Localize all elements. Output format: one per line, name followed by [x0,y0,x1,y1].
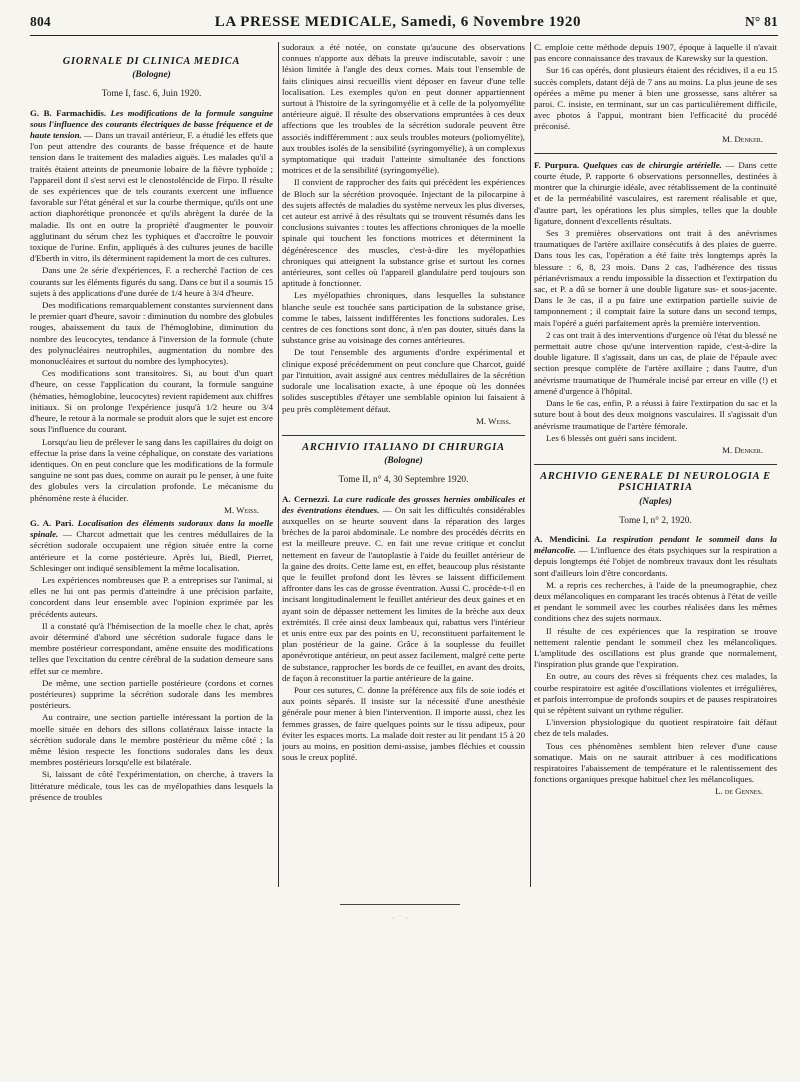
article-author: A. Mendicini. [534,533,590,544]
article-title: La cure radicale des grosses hernies ombilicales et des éventrations étendues. [282,493,525,515]
article-paragraph [30,518,273,574]
article-paragraph: Lorsqu'au lieu de prélever le sang dans les capillaires du doigt on effectue la prise dans la veine céphalique, on constate des variations identiques. On en peut conclure que les modifications de la formule sanguine ne sont pas dues, comme on aurait pu le penser, à une fuite des globules vers la circulation profonde. Le mécanisme du phénomène reste à élucider. [30,436,273,503]
column-1 [30,42,273,887]
column-2 [282,42,525,887]
article-paragraph: Si, laissant de côté l'expérimentation, on cherche, à travers la littérature médicale, tous les cas de myélopathies dans lesquels la présence de troubles [30,769,273,802]
article-text: — Dans cette courte étude, P. rapporte 6 observations personnelles, destinées à montrer que la chirurgie idéale, avec rétablissement de la continuité et de la perméabilité vasculaires, est rarement réalisable et que, d'autre part, les opérations les plus simples, telles que la double ligature, donnent d'excellents résultats. [534,159,777,226]
issue-number: N° 81 [744,14,778,29]
journal-city: (Bologne) [384,456,423,467]
article-paragraph: sudoraux a été notée, on constate qu'aucune des observations connues n'apporte aux débats la preuve indiscutable, savoir : une lésion limitée à l'angle des deux cornes. Mais tout l'ensemble de faits cliniques ainsi recueillis vient déposer en faveur d'une telle localisation. Les exemples qu'on en peut donner appartiennent surtout à l'histoire de la syringomyélie et à celle de la polyomyélite antérieure aiguë. Il résulte des observations empruntées à ces deux affections que les troubles de la sécrétion sudorale peuvent être associés indifféremment : aux seuls troubles moteurs (poliomyélite), aux troubles isolés de la sensibilité (syringomyélie), à un complexus symptomatique qui traduit l'atteinte simultanée des fonctions motrices et de la sensibilité (syringomyélie). [282,42,525,176]
article-paragraph: Sur 16 cas opérés, dont plusieurs étaient des récidives, il a eu 15 succès complets, datant déjà de 7 ans au moins. La plus jeune de ses opérées a même pu mener à bien une grossesse, sans altérer sa paroi. C. insiste, en terminant, sur un cas particulièrement difficile, avec photos à l'appui, montrant bien l'efficacité du procédé préconisé. [534,65,777,132]
article-paragraph: Il a constaté qu'à l'hémisection de la moelle chez le chat, après avoir déterminé d'abord une sécrétion sudorale fugace dans le membre postérieur correspondant, amène ensuite des modifications telles que l'excitation du centre cérébral de la sudation demeure sans effet sur ce membre. [30,620,273,676]
article-paragraph [30,108,273,265]
article-paragraph [534,534,777,579]
article-author: A. Cernezzi. [282,493,330,504]
article-text: — On sait les difficultés considérables auxquelles on se heurte souvent dans la réparation des larges brèches de la paroi abdominale. Le nombre des procédés décrits en est la meilleure preuve. C. en fait une revue critique et conclut nettement en faveur de l'autoplastie à l'aide du feuillet antérieur de la gaine des droits. Cette lame est, en effet, beaucoup plus résistante que le feuillet profond dont les lèvres se laissent difficilement affronter dans les cas de grosse éventration. Aussi C. procède-t-il en incisant longitudinalement le feuillet antérieur des deux gaines et en ayant soin de dépasser nettement les limites de la brèche aux deux extrémités. Il crée ainsi deux lambeaux qui, rabattus vers l'intérieur et unis entre eux par des points en U, reconstituent parfaitement le plan postérieur de la gaine. Grâce à la souplesse du feuillet aponévrotique antérieur, on peut assez facilement, malgré cette perte de substance, rapprocher les bords de ce feuillet, en avant des droits, de façon à reconstituer la partie antérieure de la gaine. [282,504,525,683]
article-paragraph: M. a repris ces recherches, à l'aide de la pneumographie, chez deux mélancoliques en comparant les tracés obtenus à l'état de veille et pendant le sommeil avec les courbes réalisées dans les mêmes conditions chez des sujets normaux. [534,579,777,624]
ink-smudge: · ˙ · [392,914,409,923]
issue-line: Tome I, fasc. 6, Juin 1920. [101,89,202,100]
article-paragraph: C. emploie cette méthode depuis 1907, époque à laquelle il n'avait pas encore connaissance des travaux de Karewsky sur la question. [534,42,777,64]
running-head [30,14,778,36]
article-paragraph: En outre, au cours des rêves si fréquents chez ces malades, la courbe respiratoire est agitée d'oscillations violentes et irrégulières, et parfois interrompue de profonds soupirs et de pauses respiratoires qui se répètent suivant un rythme régulier. [534,671,777,715]
article-paragraph: Des modifications remarquablement constantes surviennent dans le premier quart d'heure, savoir : diminution du nombre des globules rouges, abaissement du taux de l'hémoglobine, diminution du nombre des leucocytes, tendance à l'inversion de la formule (chute des polynucléaires neutrophiles, augmentation du nombre des mononucléaires et surtout du nombre des lymphocytes). [30,300,273,367]
article-paragraph: De même, une section partielle postérieure (cordons et cornes postérieures) supprime la sécrétion sudorale dans les membres postérieurs. [30,677,273,711]
article-paragraph: Dans une 2e série d'expériences, F. a recherché l'action de ces courants sur les éléments figurés du sang. Dans ce but il a soumis 15 sujets à des applications d'une durée de 1/4 heure à 3/4 d'heure. [30,265,273,298]
article-paragraph: Pour ces sutures, C. donne la préférence aux fils de soie iodés et aux points séparés. Il insiste sur la nécessité d'une anesthésie générale pour mener à bien l'intervention. Il importe aussi, chez les femmes grasses, de faire quelques points sur le tissu adipeux, pour éviter les espaces morts. La malade doit rester au lit pendant 15 à 20 jours au moins, en position demi-assise, jambes fléchies et coussin sous le creux poplité. [282,684,525,763]
article-title: Les modifications de la formule sanguine sous l'influence des courants électriques de basse fréquence et de haute tension. [30,107,273,141]
article-paragraph: Ses 3 premières observations ont trait à des anévrismes traumatiques de l'artère axillaire consécutifs à des plaies de guerre. Dans tous les cas, l'opération a été faite très longtemps après la blessure : 6, 8, 23 mois. Dans 2 cas, l'adhérence des tissus périanévrismaux a rendu impossible la dissection et l'extirpation du sac, et P. a dû se borner à une double ligature sus- et sous-jacente. Dans le 3e cas, il a pu faire une extirpation partielle suivie de tamponnement ; il comptait faire la suture dans un second temps, mais l'opéré a guéri parfaitement après la première intervention. [534,228,777,328]
section-rule [282,435,525,436]
article-paragraph: Au contraire, une section partielle intéressant la portion de la moelle située en dehors des sillons collatéraux laisse intacte la sécrétion sudorale dans le membre postérieur du même côté ; la même lésion respecte les fonctions sudorales dans les deux membres postérieurs lorsqu'elle est bilatérale. [30,712,273,768]
journal-city: (Bologne) [132,70,171,81]
article-paragraph: Il résulte de ces expériences que la respiration se trouve nettement ralentie pendant le sommeil chez les mélancoliques. L'amplitude des oscillations est plus grande que normalement, l'inspiration plus grande que l'expiration. [534,625,777,670]
article-title: La respiration pendant le sommeil dans la mélancolie. [534,533,777,556]
signature: M. Weiss. [475,415,511,426]
article-paragraph [282,494,525,684]
article-text: — Dans un travail antérieur, F. a étudié les effets que l'on peut attendre des courants de basse fréquence et de haute tension dans le traitement des maladies aiguës. Les malades qu'il a traités étaient atteints de pneumonie lobaire de la fièvre typhoïde ; l'appareil dont il s'est servi est le clenostoléncide de Firpo. Il résulte de ses expériences que de tels courants exercent une influence favorable sur l'état général et sur la courbe thermique, qu'ils ont une action diaphorétique prononcée et qu'ils abrègent la durée de la maladie. Ils ont en outre la propriété d'augmenter le pouvoir agglutinant du sérum chez les typhiques et d'accroître le pouvoir toxique de l'urine. Enfin, appliqués à des cultures jeunes de bacille d'Eberth in vitro, ils déterminent rapidement la mort de ces cultures. [30,130,273,264]
journal-masthead: LA PRESSE MEDICALE, Samedi, 6 Novembre 1920 [214,14,582,30]
journal-title: ARCHIVIO GENERALE DI NEUROLOGIA E PSICHIATRIA [540,471,771,494]
section-rule [534,464,777,465]
article-paragraph: Les myélopathies chroniques, dans lesquelles la substance blanche seule est touchée sans participation de la substance grise, comme le tabes, laissent indifférentes les fonctions sudorales. Les centres de ces fonctions sont donc, à n'en pas douter, situés dans la substance grise au voisinage des cornes antérieures. [282,290,525,346]
article-paragraph: De tout l'ensemble des arguments d'ordre expérimental et clinique exposé précédemment on peut conclure que Charcot, guidé par l'intuition, avait assigné aux centres médullaires de la sécrétion sudorale une localisation exacte, à une époque où les données solides susceptibles d'étayer une semblable opinion lui faisaient à peu près complètement défaut. [282,347,525,414]
text-columns [30,42,778,887]
article-title: Quelques cas de chirurgie artérielle. [583,159,722,170]
article-author: F. Purpura. [534,159,580,170]
page-number: 804 [30,14,51,29]
signature: M. Denker. [722,133,763,144]
article-text: — Charcot admettait que les centres médullaires de la sécrétion sudorale occupaient une région située entre la corne antérieure et la corne postérieure. Après lui, Biedl, Pierret, Schlesinger ont indiqué sensiblement la même localisation. [30,529,273,573]
article-author: G. B. Farmachidis. [30,107,107,118]
article-paragraph: Tous ces phénomènes semblent bien relever d'une cause somatique. Mais on ne saurait attribuer à ces modifications respiratoires l'abaissement de température et le ralentissement des fonctions organiques presque habituel chez les mélancoliques. [534,740,777,785]
article-title: Localisation des éléments sudoraux dans la moelle spinale. [30,517,273,540]
article-text: — L'influence des états psychiques sur la respiration a depuis longtemps été l'objet de nombreux travaux dont les résultats sont d'ailleurs loin d'être concordants. [534,545,777,578]
article-paragraph: Dans le 6e cas, enfin, P. a réussi à faire l'extirpation du sac et la suture bout à bout des deux moignons vasculaires. Il s'agissait d'un anévrisme traumatique de l'artère fémorale. [534,398,777,431]
signature: M. Weiss. [223,504,259,515]
article-paragraph: 2 cas ont trait à des interventions d'urgence où l'état du blessé ne permettait autre chose qu'une intervention rapide, c'est-à-dire la double ligature. Il s'agissait, dans un cas, de plaie de l'épaule avec section presque complète de l'artère axillaire ; dans l'autre, d'un anévrisme traumatique de l'humérale incisé par erreur en ville (!) et amené d'urgence à l'hôpital. [534,329,777,396]
signature: M. Denker. [722,444,763,455]
article-paragraph: Les expériences nombreuses que P. a entreprises sur l'animal, si elles ne lui ont pas permis d'atteindre à une précision parfaite, concordent dans leur ensemble avec l'opinion exprimée par les précédents auteurs. [30,574,273,619]
footer-rule [340,904,460,905]
issue-line: Tome II, n° 4, 30 Septembre 1920. [338,475,469,486]
journal-city: (Naples) [639,496,672,507]
journal-title: ARCHIVIO ITALIANO DI CHIRURGIA [302,441,505,453]
journal-title: GIORNALE DI CLINICA MEDICA [62,56,241,67]
article-paragraph [534,160,777,227]
signature: L. de Gennes. [715,786,763,797]
article-paragraph: Il convient de rapprocher des faits qui précèdent les expériences de Bloch sur la sécrétion provoquée. Injectant de la pilocarpine à des sujets affectés de maladies du système nerveux les plus diverses, cet auteur est arrivé à des résultats qui se trouvent résumés dans les conclusions suivantes : toutes les affections chroniques de la moelle spinale qui touchent les fonctions motrices et déterminent la dégénérescence des muscles, c'est-à-dire les myélopathies chroniques qui atteignent la substance grise et surtout les cornes antérieures, sont celles où l'appareil glandulaire perd toujours son aptitude à fonctionner. [282,177,525,289]
section-rule [534,153,777,154]
column-divider [278,42,279,887]
article-paragraph: Les 6 blessés ont guéri sans incident. [546,432,677,443]
issue-line: Tome I, n° 2, 1920. [619,515,692,526]
article-paragraph: L'inversion physiologique du quotient respiratoire fait défaut chez de tels malades. [534,717,777,739]
column-divider [530,42,531,887]
article-author: G. A. Pari. [30,517,74,528]
column-3 [534,42,777,887]
article-paragraph: Ces modifications sont transitoires. Si, au bout d'un quart d'heure, on cesse l'application du courant, la formule sanguine (hématies, hémoglobine, leucocytes) revient rapidement aux chiffres initiaux. Si on prolonge l'expérience jusqu'à 1/2 heure ou 3/4 d'heure, le retour à la normale se produit alors que le sujet est encore sous l'influence du courant. [30,368,273,435]
